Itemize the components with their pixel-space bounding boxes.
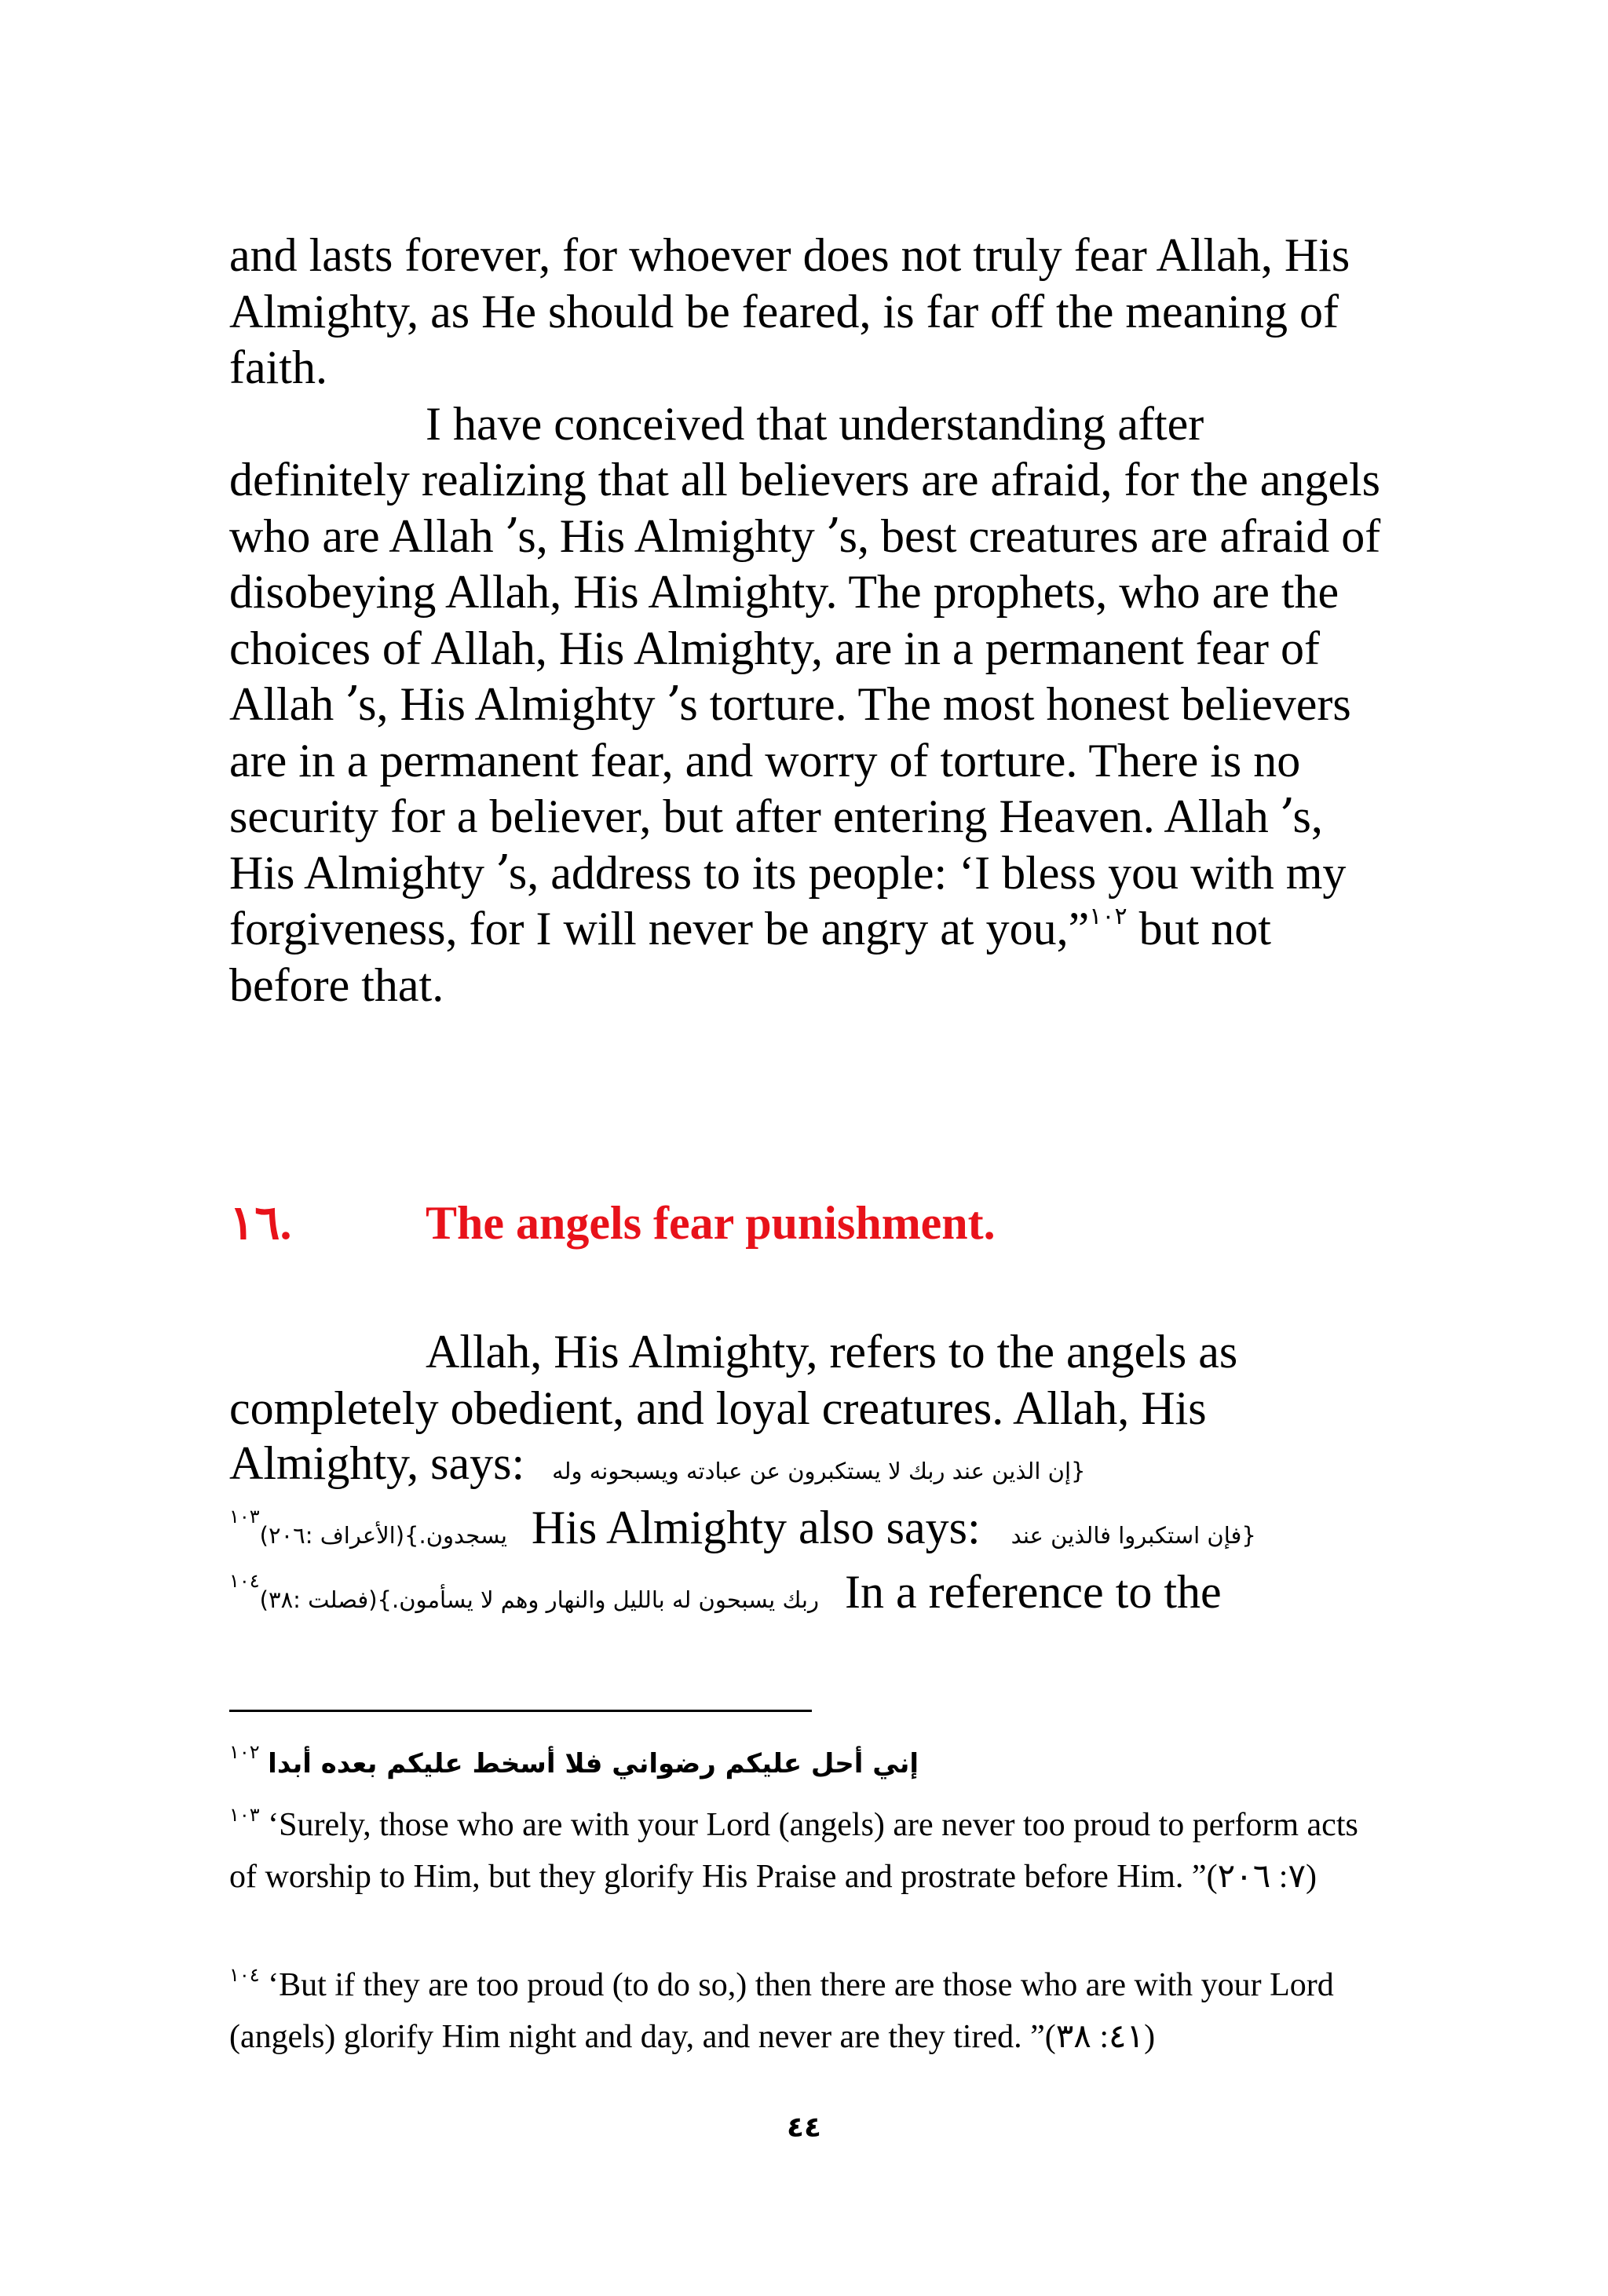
footnote-number: ١٠٤ [229,1966,260,1986]
verse-line-1 [229,1436,1383,1491]
footnote-104 [229,1959,1383,2063]
footnote-103 [229,1799,1383,1903]
paragraph-2-end: but not before that. [229,903,1271,1011]
footnote-ref-103: ١٠٣ [229,1507,260,1528]
arabic-verse-2: {فإن استكبروا فالذين عند [1010,1522,1256,1549]
arabic-verse-2-end: ربك يسبحون له بالليل والنهار وهم لا يسأمون.}(فصلت :٣٨) [259,1586,819,1613]
footnote-number: ١٠٢ [229,1743,260,1763]
section-heading [229,1192,1383,1254]
footnote-ref-102: ١٠٢ [1089,903,1127,929]
footnote-separator [229,1710,812,1712]
section-number: ١٦. [229,1197,292,1249]
page-number: ٤٤ [787,2112,821,2144]
reference-tail: In a reference to the [844,1566,1222,1618]
section-paragraph-1: Allah, His Almighty, refers to the angels as completely obedient, and loyal creatures. Allah, His [229,1326,1238,1434]
also-says-label: His Almighty also says: [531,1502,981,1553]
footnote-text: إني أحل عليكم رضواني فلا أسخط عليكم بعده أبدا [268,1748,919,1779]
says-label: Almighty, says: [229,1437,525,1489]
footnote-text: ‘But if they are too proud (to do so,) then there are those who are with your Lord (angels) glorify Him night and day, and never are they tired. ”(٤١: ٣٨) [229,1967,1334,2055]
footnote-text: ‘Surely, those who are with your Lord (angels) are never too proud to perform acts of worship to Him, but they glorify His Praise and prostrate before Him. ”(٧: ٢٠٦) [229,1807,1358,1895]
footnote-number: ١٠٣ [229,1805,260,1826]
verse-line-3 [229,1565,1383,1619]
section-title: The angels fear punishment. [426,1197,996,1249]
footnote-102 [229,1736,1383,1790]
body-text [229,228,1383,1013]
section-text [229,1323,1383,1436]
arabic-verse-1-end: يسجدون.}(الأعراف :٢٠٦) [259,1522,507,1549]
verse-line-2 [229,1501,1383,1555]
paragraph-1: and lasts forever, for whoever does not truly fear Allah, His Almighty, as He should be feared, is far off the meaning of faith. [229,229,1350,393]
arabic-verse-1: {إن الذين عند ربك لا يستكبرون عن عبادته ويسبحونه وله [552,1458,1086,1484]
footnote-ref-104: ١٠٤ [229,1571,260,1592]
paragraph-2 [229,396,1383,1014]
paragraph-2-text: I have conceived that understanding after definitely realizing that all believers are afraid, for the angels who are Allah ՚s, His Almighty ՚s, best creatures are afraid of disobeying Allah, His Almighty. The prophets, who are the choices of Allah, His Almighty, are in a permanent fear of Allah ՚s, His Almighty ՚s torture. The most honest believers are in a permanent fear, and worry of torture. There is no security for a believer, but after entering Heaven. Allah ՚s, His Almighty ՚s, address to its people: ‘I bless you with my forgiveness, for I will never be angry at you,” [229,397,1381,955]
